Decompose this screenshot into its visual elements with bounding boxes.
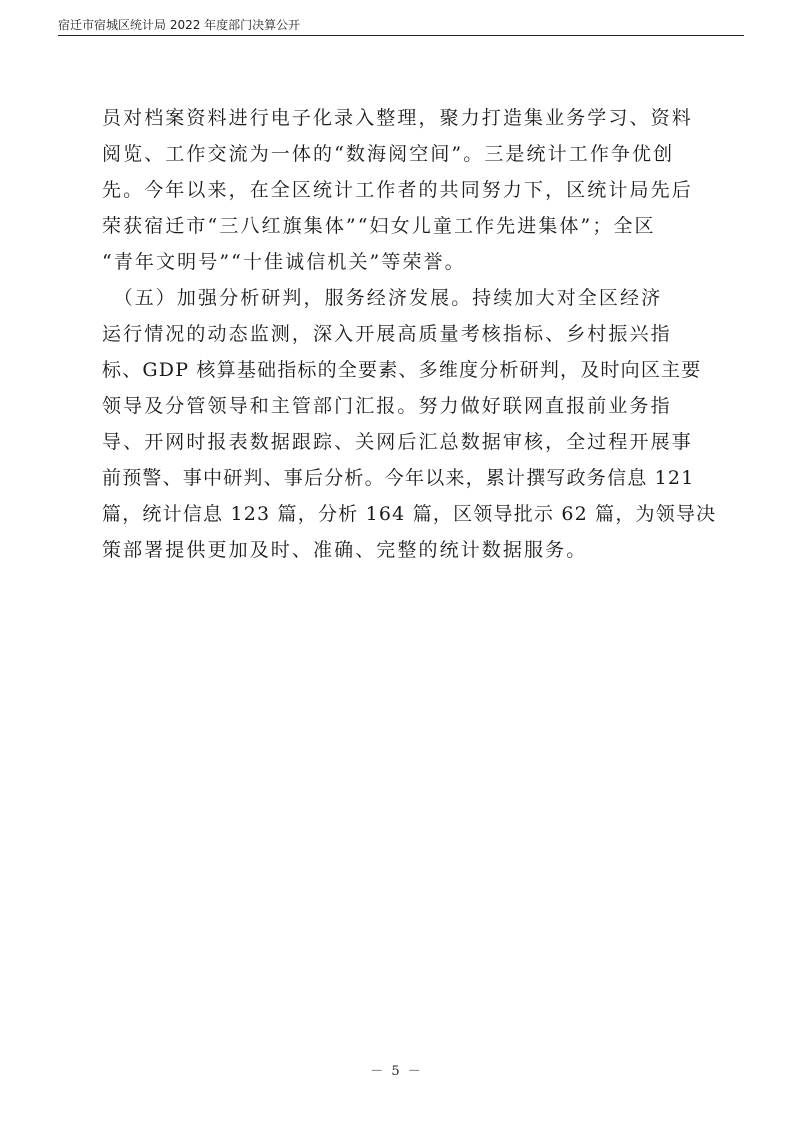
paragraph-line: 先。今年以来，在全区统计工作者的共同努力下，区统计局先后 [102, 179, 693, 201]
paragraph-line: 前预警、事中研判、事后分析。今年以来，累计撰写政务信息 121 [102, 467, 695, 489]
paragraph-line: 标、GDP 核算基础指标的全要素、多维度分析研判，及时向区主要 [102, 359, 702, 381]
body-text [102, 100, 717, 568]
section-heading-line: （五）加强分析研判，服务经济发展。持续加大对全区经济 [102, 287, 663, 309]
paragraph-line: 策部署提供更加及时、准确、完整的统计数据服务。 [102, 539, 588, 561]
paragraph-line: 阅览、工作交流为一体的“数海阅空间”。三是统计工作争优创 [102, 143, 675, 165]
page-number: － 5 － [370, 1064, 423, 1079]
header-title: 宿迁市宿城区统计局 2022 年度部门决算公开 [58, 18, 301, 32]
paragraph-line: 领导及分管领导和主管部门汇报。努力做好联网直报前业务指 [102, 395, 672, 417]
paragraph-line: 荣获宿迁市“三八红旗集体”“妇女儿童工作先进集体”；全区 [102, 215, 656, 237]
paragraph-line: 员对档案资料进行电子化录入整理，聚力打造集业务学习、资料 [102, 107, 693, 129]
paragraph-line: 运行情况的动态监测，深入开展高质量考核指标、乡村振兴指 [102, 323, 672, 345]
paragraph-line: 篇，统计信息 123 篇，分析 164 篇，区领导批示 62 篇，为领导决 [102, 503, 717, 525]
paragraph-line: “青年文明号”“十佳诚信机关”等荣誉。 [102, 251, 466, 273]
paragraph-line: 导、开网时报表数据跟踪、关网后汇总数据审核，全过程开展事 [102, 431, 693, 453]
page-header [58, 14, 744, 36]
